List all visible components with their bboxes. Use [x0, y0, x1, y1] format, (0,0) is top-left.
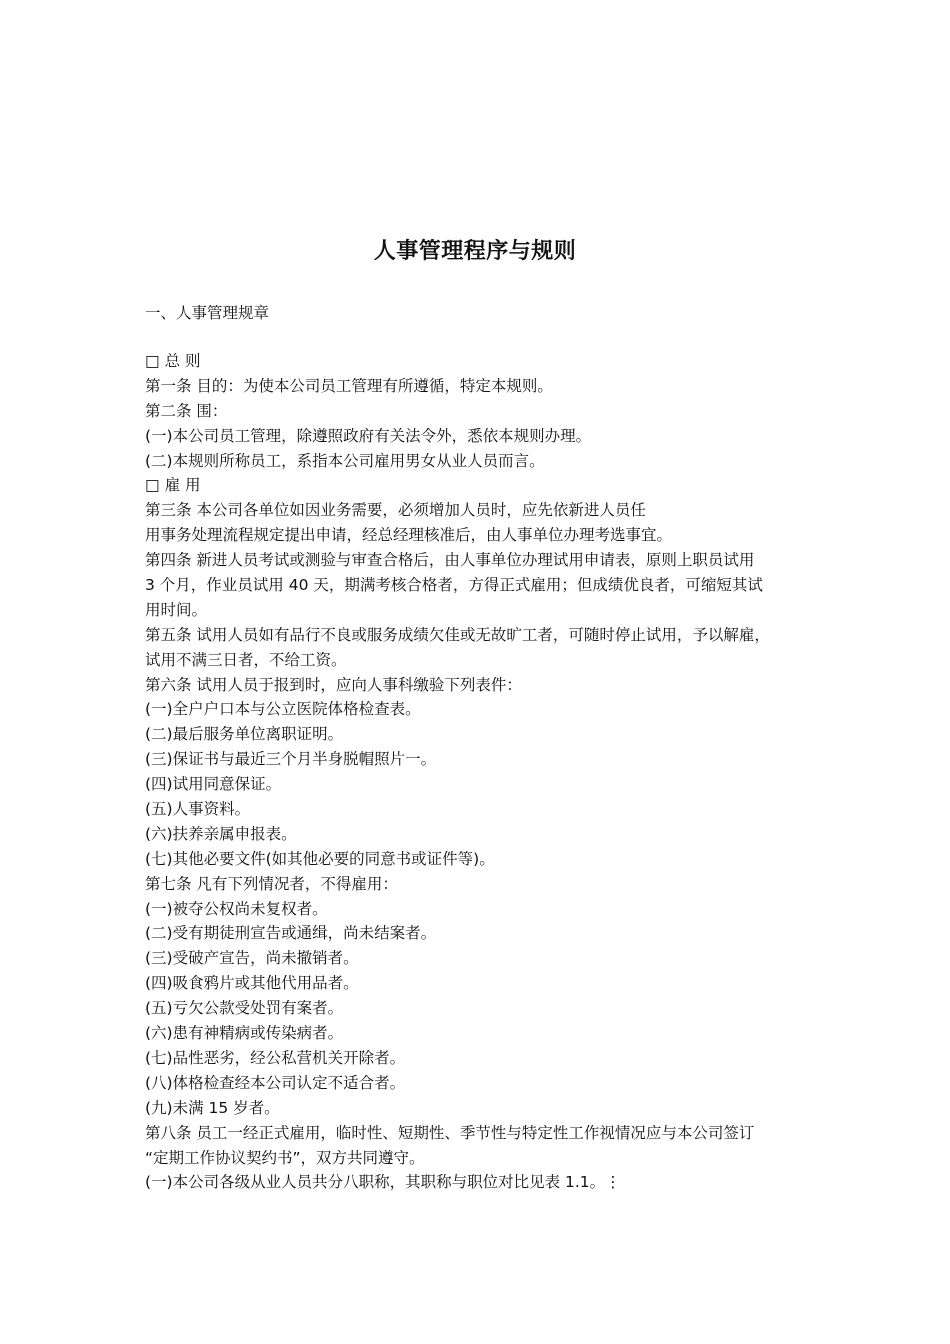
article-line: 第五条 试用人员如有品行不良或服务成绩欠佳或无故旷工者，可随时停止试用，予以解雇， — [145, 625, 770, 644]
clause-line: (二)最后服务单位离职证明。 — [145, 725, 344, 744]
clause-line: (五)亏欠公款受处罚有案者。 — [145, 999, 344, 1018]
clause-line: (三)保证书与最近三个月半身脱帽照片一。 — [145, 750, 437, 769]
clause-line: (一)被夺公权尚未复权者。 — [145, 899, 328, 918]
clause-line: (一)本公司员工管理，除遵照政府有关法令外，悉依本规则办理。 — [145, 426, 592, 445]
document-body — [145, 349, 825, 1195]
clause-line: (二)受有期徒刑宣告或通缉，尚未结案者。 — [145, 924, 437, 943]
article-line: 第八条 员工一经正式雇用，临时性、短期性、季节性与特定性工作视情况应与本公司签订 — [145, 1123, 755, 1142]
article-line: 用时间。 — [145, 600, 208, 619]
article-line: “定期工作协议契约书”，双方共同遵守。 — [145, 1148, 425, 1167]
article-line: 第四条 新进人员考试或测验与审查合格后，由人事单位办理试用申请表，原则上职员试用 — [145, 551, 755, 570]
article-line: 用事务处理流程规定提出申请，经总经理核准后，由人事单位办理考选事宜。 — [145, 526, 673, 545]
clause-line: (三)受破产宣告，尚未撤销者。 — [145, 949, 359, 968]
clause-line: (一)全户户口本与公立医院体格检查表。 — [145, 700, 421, 719]
clause-line: (四)吸食鸦片或其他代用品者。 — [145, 974, 359, 993]
clause-line: (二)本规则所称员工，系指本公司雇用男女从业人员而言。 — [145, 451, 545, 470]
article-line: 试用不满三日者，不给工资。 — [145, 650, 347, 669]
subsection-heading: □ 总 则 — [145, 352, 201, 370]
clause-line: (八)体格检查经本公司认定不适合者。 — [145, 1073, 406, 1092]
clause-line: (九)未满 15 岁者。 — [145, 1098, 280, 1117]
article-line: 3 个月，作业员试用 40 天，期满考核合格者，方得正式雇用；但成绩优良者，可缩短其试 — [145, 576, 763, 595]
clause-line: (五)人事资料。 — [145, 800, 251, 819]
article-line: 第六条 试用人员于报到时，应向人事科缴验下列表件： — [145, 675, 522, 694]
clause-line: (六)患有神精病或传染病者。 — [145, 1024, 344, 1043]
document-title: 人事管理程序与规则 — [373, 239, 577, 264]
article-line: 第一条 目的：为使本公司员工管理有所遵循，特定本规则。 — [145, 376, 553, 395]
clause-line: (一)本公司各级从业人员共分八职称，其职称与职位对比见表 1.1。⋮ — [145, 1173, 621, 1192]
article-line: 第二条 围： — [145, 401, 228, 420]
article-line: 第三条 本公司各单位如因业务需要，必须增加人员时，应先依新进人员任 — [145, 501, 646, 520]
clause-line: (七)其他必要文件(如其他必要的同意书或证件等)。 — [145, 849, 495, 868]
article-line: 第七条 凡有下列情况者，不得雇用： — [145, 874, 398, 893]
clause-line: (四)试用同意保证。 — [145, 775, 282, 794]
section-heading: 一、人事管理规章 — [145, 304, 270, 322]
clause-line: (七)品性恶劣，经公私营机关开除者。 — [145, 1048, 406, 1067]
subsection-heading: □ 雇 用 — [145, 476, 201, 495]
clause-line: (六)扶养亲属申报表。 — [145, 824, 297, 843]
